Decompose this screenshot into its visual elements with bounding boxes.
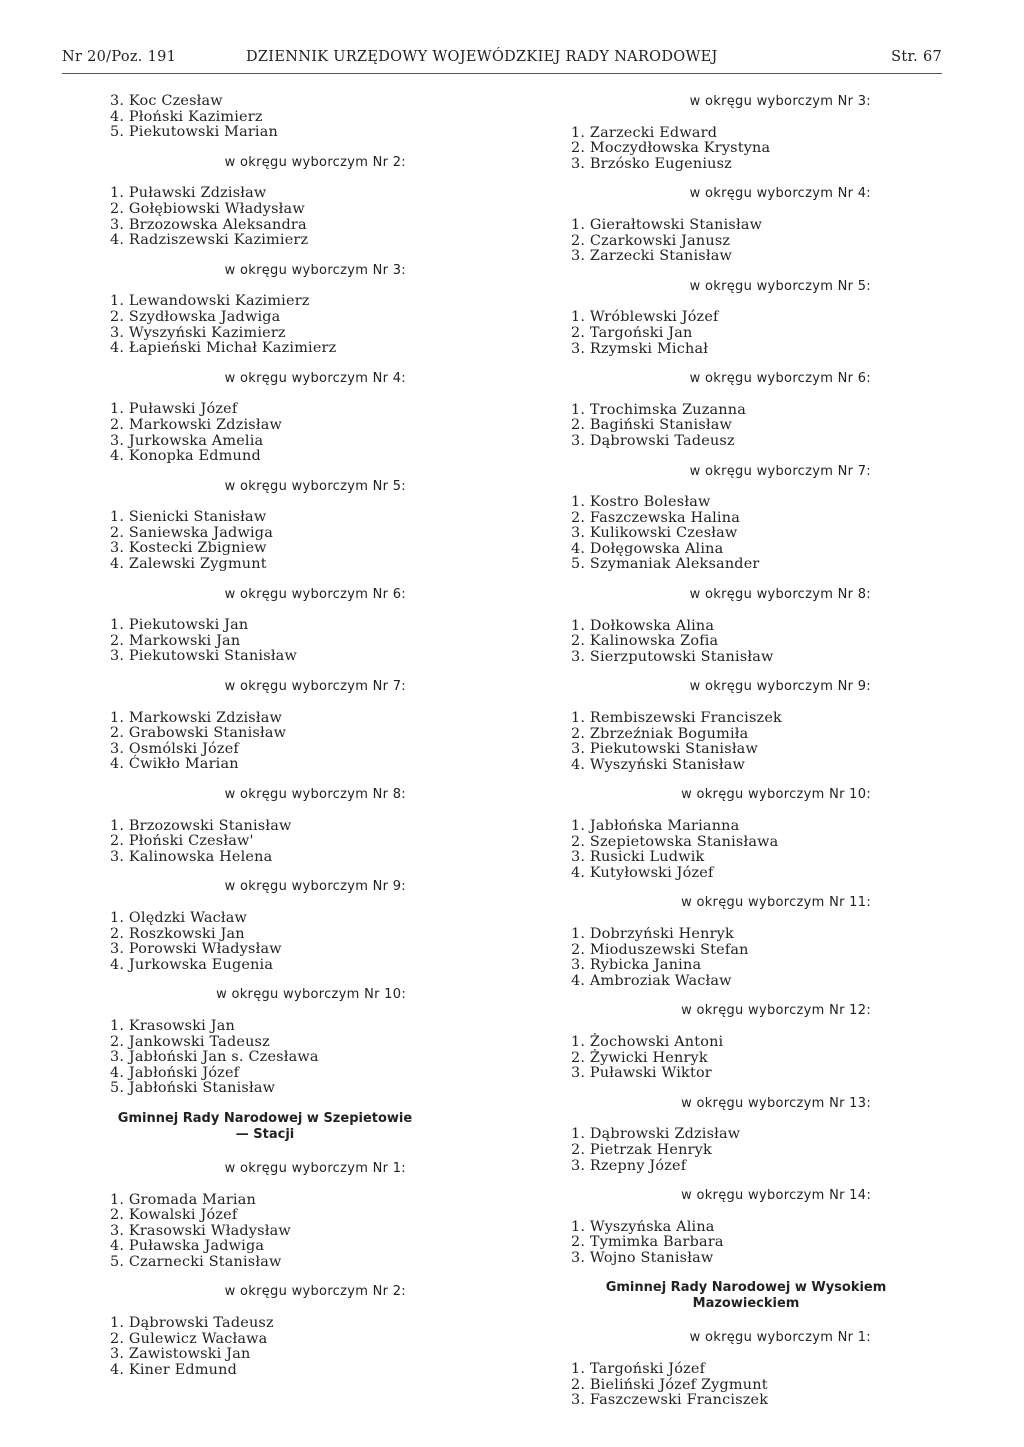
district-heading: w okręgu wyborczym Nr 8: [224, 787, 406, 802]
candidate-entry: 3. Rusicki Ludwik [571, 849, 705, 866]
district-heading: w okręgu wyborczym Nr 9: [689, 679, 871, 695]
candidate-entry: 3. Faszczewski Franciszek [571, 1392, 769, 1409]
candidate-entry: 3. Jabłoński Jan s. Czesława [110, 1049, 319, 1066]
candidate-entry: 1. Dąbrowski Zdzisław [571, 1126, 741, 1143]
district-section [110, 1284, 470, 1378]
district-heading: w okręgu wyborczym Nr 11: [681, 895, 871, 911]
district-heading: w okręgu wyborczym Nr 6: [689, 371, 871, 387]
district-heading: w okręgu wyborczym Nr 7: [224, 679, 406, 695]
candidate-entry: 4. Zalewski Zygmunt [110, 556, 267, 573]
candidate-entry: 3. Rzepny Józef [571, 1157, 687, 1174]
candidate-entry: 2. Pietrzak Henryk [571, 1141, 712, 1158]
district-section [571, 371, 901, 449]
candidate-entry: 1. Puławski Józef [110, 401, 238, 418]
candidate-entry: 2. Szepietowska Stanisława [571, 833, 779, 850]
candidate-entry: 4. Ambroziak Wacław [571, 972, 732, 989]
candidate-entry: 1. Krasowski Jan [110, 1017, 235, 1034]
council-heading-line: Gminnej Rady Narodowej w Wysokiem [605, 1280, 887, 1296]
candidate-entry: 5. Jabłoński Stanisław [110, 1080, 276, 1097]
candidate-entry: 2. Faszczewska Halina [571, 509, 740, 526]
district-heading: w okręgu wyborczym Nr 12: [681, 1003, 871, 1019]
candidate-entry: 3. Koc Czesław [110, 93, 223, 109]
candidate-entry: 2. Mioduszewski Stefan [571, 941, 749, 958]
candidate-entry: 3. Puławski Wiktor [571, 1065, 712, 1082]
candidate-entry: 1. Gromada Marian [110, 1191, 256, 1208]
district-section [571, 787, 901, 881]
candidate-entry: 3. Porowski Władysław [110, 941, 282, 958]
candidate-entry: 4. Ćwikło Marian [110, 756, 239, 773]
candidate-entry: 3. Wyszyński Kazimierz [110, 324, 286, 341]
candidate-entry: 2. Kowalski Józef [110, 1207, 238, 1224]
district-section [571, 1096, 901, 1174]
district-section [110, 479, 470, 573]
candidate-entry: 1. Wyszyńska Alina [571, 1218, 715, 1235]
candidate-entry: 1. Trochimska Zuzanna [571, 401, 747, 418]
district-section [571, 1003, 901, 1081]
district-heading: w okręgu wyborczym Nr 7: [689, 463, 871, 479]
district-section [571, 1188, 901, 1266]
candidate-entry: 4. Dołęgowska Alina [571, 540, 724, 557]
candidate-entry: 5. Szymaniak Aleksander [571, 556, 760, 573]
candidate-entry: 1. Kostro Bolesław [571, 494, 711, 511]
candidate-entry: 1. Wróblewski Józef [571, 309, 719, 326]
candidate-entry: 2. Saniewska Jadwiga [110, 524, 273, 541]
candidate-entry: 4. Konopka Edmund [110, 448, 261, 465]
district-heading: w okręgu wyborczym Nr 1: [224, 1160, 406, 1176]
candidate-entry: 4. Łapieński Michał Kazimierz [110, 340, 337, 357]
candidate-entry: 2. Kalinowska Zofia [571, 633, 719, 650]
candidate-entry: 1. Olędzki Wacław [110, 909, 248, 926]
council-heading-line: Mazowieckiem [692, 1296, 800, 1312]
candidate-entry: 1. Zarzecki Edward [571, 124, 718, 141]
candidate-entry: 2. Gołębiowski Władysław [110, 200, 305, 217]
page-header [62, 47, 942, 74]
candidate-entry: 1. Sienicki Stanisław [110, 509, 267, 526]
right-column [571, 94, 901, 1423]
district-section [110, 787, 470, 865]
candidate-entry: 4. Płoński Kazimierz [110, 108, 263, 125]
candidate-entry: 2. Markowski Jan [110, 632, 241, 649]
candidate-entry: 2. Bagiński Stanisław [571, 417, 733, 434]
candidate-entry: 4. Wyszyński Stanisław [571, 756, 745, 773]
candidate-entry: 2. Płoński Czesław' [110, 833, 254, 850]
candidate-entry: 2. Bieliński Józef Zygmunt [571, 1376, 768, 1393]
district-heading: w okręgu wyborczym Nr 4: [689, 186, 871, 202]
candidate-entry: 2. Roszkowski Jan [110, 925, 245, 942]
district-heading: w okręgu wyborczym Nr 2: [224, 1284, 406, 1300]
candidate-entry: 2. Tymimka Barbara [571, 1234, 724, 1251]
district-section [571, 186, 901, 264]
candidate-entry: 3. Piekutowski Stanisław [571, 741, 758, 758]
district-heading: w okręgu wyborczym Nr 2: [224, 154, 406, 170]
district-heading: w okręgu wyborczym Nr 3: [224, 262, 406, 278]
candidate-entry: 1. Brzozowski Stanisław [110, 817, 292, 834]
candidate-entry: 3. Sierzputowski Stanisław [571, 648, 774, 665]
district-heading: w okręgu wyborczym Nr 13: [681, 1095, 871, 1111]
district-section [571, 895, 901, 989]
candidate-entry: 2. Targoński Jan [571, 324, 693, 341]
candidate-entry: 1. Markowski Zdzisław [110, 709, 283, 726]
district-heading: w okręgu wyborczym Nr 4: [224, 370, 406, 386]
district-heading: w okręgu wyborczym Nr 3: [689, 94, 871, 109]
district-section [110, 1161, 470, 1271]
district-section [110, 155, 470, 249]
journal-title: DZIENNIK URZĘDOWY WOJEWÓDZKIEJ RADY NARODOWEJ [246, 49, 718, 65]
candidate-entry: 4. Puławska Jadwiga [110, 1238, 265, 1255]
district-section [110, 371, 470, 465]
candidate-entry: 1. Dąbrowski Tadeusz [110, 1315, 274, 1332]
district-section [110, 879, 470, 973]
district-section [110, 987, 470, 1097]
candidate-entry: 3. Kulikowski Czesław [571, 525, 738, 542]
district-section [110, 679, 470, 773]
candidate-entry: 4. Kiner Edmund [110, 1361, 238, 1378]
candidate-entry: 4. Jabłoński Józef [110, 1064, 240, 1081]
candidate-entry: 1. Jabłońska Marianna [571, 818, 740, 834]
page-number-label: Nr 20/Poz. 191 [62, 49, 177, 65]
district-heading: w okręgu wyborczym Nr 9: [224, 879, 406, 895]
district-section [110, 263, 470, 357]
candidate-entry: 2. Zbrzeźniak Bogumiła [571, 725, 749, 742]
district-section [571, 279, 901, 357]
council-heading [110, 1111, 470, 1143]
district-section [110, 587, 470, 665]
candidate-entry: 3. Brzósko Eugeniusz [571, 155, 732, 172]
candidate-entry: 1. Dobrzyński Henryk [571, 925, 734, 942]
candidate-entry: 1. Piekutowski Jan [110, 617, 249, 634]
candidate-entry: 1. Gierałtowski Stanisław [571, 216, 763, 233]
candidate-entry: 1. Żochowski Antoni [571, 1033, 724, 1050]
district-heading: w okręgu wyborczym Nr 1: [689, 1330, 871, 1346]
candidate-entry: 1. Puławski Zdzisław [110, 185, 267, 202]
candidate-entry: 1. Targoński Józef [571, 1361, 706, 1378]
candidate-entry: 2. Czarkowski Janusz [571, 232, 731, 249]
district-heading: w okręgu wyborczym Nr 10: [681, 787, 871, 803]
candidate-entry: 3. Kalinowska Helena [110, 848, 273, 865]
candidate-entry: 3. Rybicka Janina [571, 957, 702, 974]
candidate-entry: 3. Kostecki Zbigniew [110, 540, 267, 557]
district-heading: w okręgu wyborczym Nr 8: [689, 587, 871, 603]
candidate-entry: 3. Osmólski Józef [110, 740, 239, 757]
candidate-entry: 4. Jurkowska Eugenia [110, 956, 274, 973]
district-heading: w okręgu wyborczym Nr 5: [689, 278, 871, 294]
council-heading [571, 1280, 901, 1312]
candidate-entry: 4. Kutyłowski Józef [571, 864, 714, 881]
candidate-entry: 3. Zarzecki Stanisław [571, 248, 733, 265]
candidate-entry: 2. Gulewicz Wacława [110, 1330, 268, 1347]
district-heading: w okręgu wyborczym Nr 6: [224, 586, 406, 602]
candidate-entry: 3. Wojno Stanisław [571, 1249, 714, 1266]
candidate-entry: 2. Żywicki Henryk [571, 1049, 708, 1066]
candidate-entry: 2. Jankowski Tadeusz [110, 1033, 270, 1050]
candidate-entry: 1. Lewandowski Kazimierz [110, 293, 310, 310]
candidate-entry: 4. Radziszewski Kazimierz [110, 232, 309, 249]
candidate-entry: 2. Markowski Zdzisław [110, 416, 283, 433]
district-heading: w okręgu wyborczym Nr 14: [681, 1188, 871, 1204]
district-section [571, 679, 901, 773]
district-section [571, 1330, 901, 1408]
candidate-entry: 2. Szydłowska Jadwiga [110, 308, 281, 325]
candidate-entry: 3. Dąbrowski Tadeusz [571, 432, 735, 449]
district-section [571, 587, 901, 665]
candidate-entry: 3. Krasowski Władysław [110, 1222, 291, 1239]
page-index-label: Str. 67 [891, 49, 942, 65]
district-heading: w okręgu wyborczym Nr 5: [224, 478, 406, 494]
candidate-entry: 3. Brzozowska Aleksandra [110, 216, 307, 233]
candidate-entry: 2. Moczydłowska Krystyna [571, 140, 771, 157]
council-heading-line: — Stacji [235, 1126, 295, 1142]
district-heading: w okręgu wyborczym Nr 10: [216, 987, 406, 1003]
district-section [571, 464, 901, 574]
candidate-entry: 3. Jurkowska Amelia [110, 432, 264, 449]
district-section [571, 94, 901, 172]
candidate-entry: 5. Czarnecki Stanisław [110, 1253, 282, 1270]
candidate-entry: 5. Piekutowski Marian [110, 124, 278, 141]
candidate-entry: 1. Dołkowska Alina [571, 617, 715, 634]
candidate-list [110, 94, 470, 141]
candidate-entry: 3. Piekutowski Stanisław [110, 648, 297, 665]
candidate-entry: 2. Grabowski Stanisław [110, 725, 287, 742]
candidate-entry: 1. Rembiszewski Franciszek [571, 710, 782, 727]
candidate-entry: 3. Zawistowski Jan [110, 1346, 251, 1363]
left-column [110, 94, 470, 1392]
candidate-entry: 3. Rzymski Michał [571, 340, 709, 357]
council-heading-line: Gminnej Rady Narodowej w Szepietowie [117, 1110, 413, 1126]
